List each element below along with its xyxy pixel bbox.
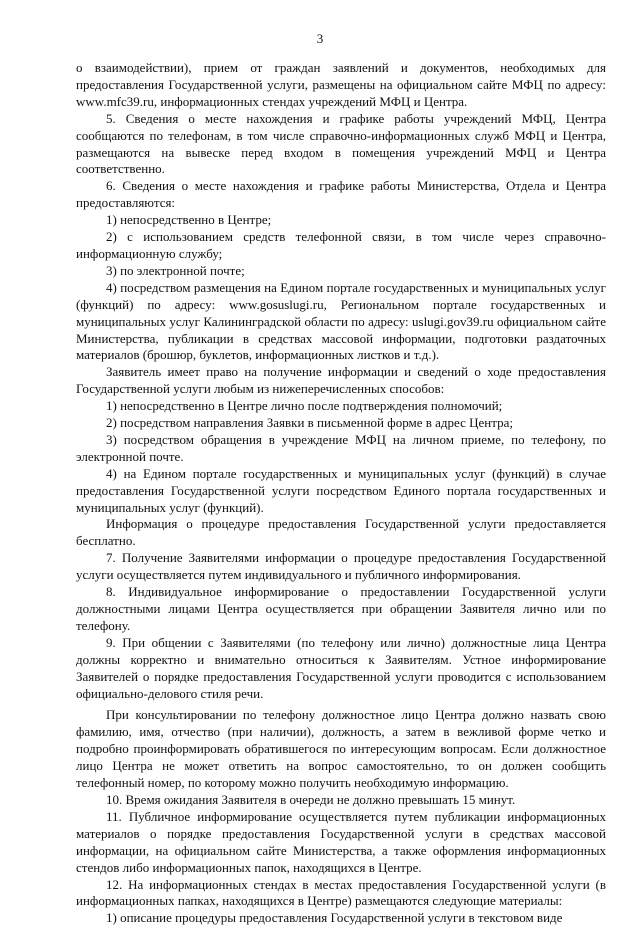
list-item: 1) описание процедуры предоставления Государственной услуги в текстовом виде xyxy=(106,910,563,926)
paragraph: 12. На информационных стендах в местах предоставления Государственной услуги (в информационных папках, находящихся в Центре) размещаются следующие материалы: xyxy=(76,876,606,909)
paragraph: 11. Публичное информирование осуществляется путем публикации информационных материалов о порядке предоставления Государственной услуги в средствах массовой информации, на официальном сайте Министерства, а также оформления информационных стендов либо информационных папок, находящихся в Центре. xyxy=(76,808,606,875)
list-item: 1) непосредственно в Центре; xyxy=(106,212,272,228)
paragraph: Заявитель имеет право на получение информации и сведений о ходе предоставления Государственной услуги любым из нижеперечисленных способов: xyxy=(76,364,606,397)
list-item: 4) на Едином портале государственных и муниципальных услуг (функций) в случае предоставления Государственной услуги посредством Единого портала государственных и муниципальных услуг (функций). xyxy=(76,465,606,515)
paragraph: При консультировании по телефону должностное лицо Центра должно назвать свою фамилию, имя, отчество (при наличии), должность, а затем в вежливой форме четко и подробно проинформировать обратившегося по интересующим вопросам. Если должностное лицо Центра не может ответить на вопрос самостоятельно, то он должен сообщить телефонный номер, по которому можно получить необходимую информацию. xyxy=(76,707,606,791)
list-item: 3) по электронной почте; xyxy=(106,262,245,278)
paragraph: 6. Сведения о месте нахождения и графике работы Министерства, Отдела и Центра предоставляются: xyxy=(76,178,606,211)
paragraph: 10. Время ожидания Заявителя в очереди не должно превышать 15 минут. xyxy=(106,791,516,807)
list-item: 2) с использованием средств телефонной связи, в том числе через справочно-информационную службу; xyxy=(76,229,606,261)
paragraph: 8. Индивидуальное информирование о предоставлении Государственной услуги должностными лицами Центра осуществляется при обращении Заявителя лично или по телефону. xyxy=(76,584,606,633)
list-item: 4) посредством размещения на Едином портале государственных и муниципальных услуг (функций) по адресу: www.gosuslugi.ru, Региональном портале государственных и муниципальных услуг Калининградской области по адресу: uslugi.gov39.ru официальном сайте Министерства, публикации в средствах массовой информации, подготовки раздаточных материалов (брошюр, буклетов, информационных листков и т.д.). xyxy=(76,279,606,363)
paragraph: Информация о процедуре предоставления Государственной услуги предоставляется бесплатно. xyxy=(76,516,606,549)
list-item: 1) непосредственно в Центре лично после подтверждения полномочий; xyxy=(106,398,503,414)
paragraph: 7. Получение Заявителями информации о процедуре предоставления Государственной услуги осуществляется путем индивидуального и публичного информирования. xyxy=(76,550,606,583)
list-item: 3) посредством обращения в учреждение МФЦ на личном приеме, по телефону, по электронной почте. xyxy=(76,431,606,464)
document-body xyxy=(76,60,606,927)
paragraph: 9. При общении с Заявителями (по телефону или лично) должностные лица Центра должны корректно и внимательно относиться к Заявителям. Устное информирование Заявителей о порядке предоставления Государственной услуги проводится с использованием официально-делового стиля речи. xyxy=(76,634,606,701)
paragraph: о взаимодействии), прием от граждан заявлений и документов, необходимых для предоставления Государственной услуги, размещены на официальном сайте МФЦ по адресу: www.mfc39.ru, информационных стендах учреждений МФЦ и Центра. xyxy=(76,60,606,109)
page-number: 3 xyxy=(316,31,324,46)
paragraph: 5. Сведения о месте нахождения и графике работы учреждений МФЦ, Центра сообщаются по телефонам, в том числе справочно-информационных служб МФЦ и Центра, размещаются на вывеске перед входом в помещения учреждений МФЦ и Центра соответственно. xyxy=(76,110,606,177)
list-item: 2) посредством направления Заявки в письменной форме в адрес Центра; xyxy=(106,415,513,431)
